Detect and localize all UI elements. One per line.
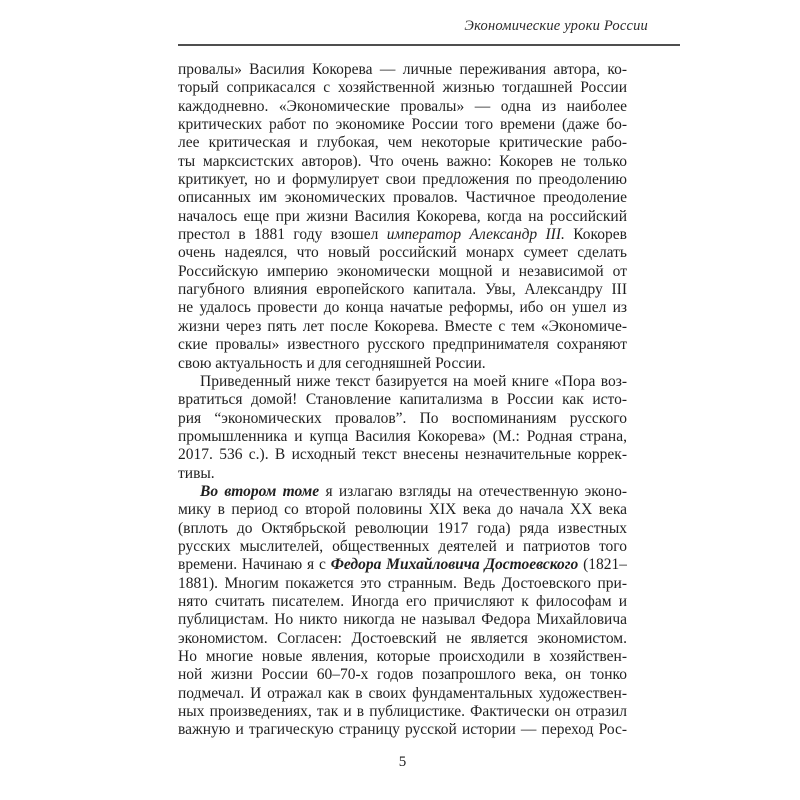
text-segment: ские провалы» известного русского предпринимателя сохраняют (178, 336, 627, 354)
text-line (178, 483, 627, 501)
emphasized-text-segment: император Александр III. (386, 226, 565, 244)
text-line (178, 465, 627, 483)
text-segment: важную и трагическую страницу русской истории — переход Рос- (178, 721, 627, 739)
text-line (178, 648, 627, 666)
text-segment: подмечал. И отражал как в своих фундаментальных художествен- (178, 684, 627, 702)
text-segment: 1881). Многим покажется это странным. Ведь Достоевского при- (178, 574, 627, 592)
text-line (178, 281, 627, 299)
text-line (178, 575, 627, 593)
text-line (178, 666, 627, 684)
text-segment: критических работ по экономике России того времени (даже бо- (178, 116, 627, 134)
text-segment: жизни через пять лет после Кокорева. Вместе с тем «Экономиче- (178, 317, 627, 335)
text-segment: вратиться домой! Становление капитализма в России как исто- (178, 391, 627, 409)
text-line (178, 189, 627, 207)
text-line (178, 538, 627, 556)
page-body (178, 61, 627, 740)
text-segment: свою актуальность и для сегодняшней России. (178, 354, 486, 372)
text-line (178, 263, 627, 281)
emphasized-text-segment: Федора Михайловича Достоевского (330, 556, 579, 574)
text-line (178, 410, 627, 428)
text-segment: Но многие новые явления, которые происходили в хозяйствен- (178, 648, 627, 665)
text-line (178, 703, 627, 721)
text-segment: Кокорев (564, 226, 627, 244)
page-number: 5 (398, 754, 407, 770)
text-line (178, 116, 627, 134)
text-line (178, 355, 627, 373)
text-segment: тивы. (178, 464, 215, 482)
text-segment: каждодневно. «Экономические провалы» — одна из наиболее (178, 97, 627, 115)
text-line (178, 208, 627, 226)
text-segment: публицистам. Но никто никогда не называл Федора Михайловича (178, 611, 627, 629)
text-segment: пагубного влияния европейского капитала. Увы, Александру III (178, 281, 627, 299)
text-line (178, 226, 627, 244)
text-segment: экономистом. Согласен: Достоевский не является экономистом. (178, 629, 627, 647)
text-segment: я излагаю взгляды на отечественную эконо- (319, 482, 627, 500)
text-segment: провалы» Василия Кокорева — личные переживания автора, ко- (178, 61, 627, 78)
text-segment: ты марксистских авторов). Что очень важно: Кокорев не только (178, 152, 627, 170)
text-line (178, 391, 627, 409)
text-line (178, 98, 627, 116)
text-segment: (1821– (578, 556, 627, 574)
text-segment: русских мыслителей, общественных деятелей и патриотов того (178, 537, 627, 555)
text-segment: 2017. 536 с.). В исходный текст внесены незначительные коррек- (178, 446, 627, 464)
text-segment: критикует, но и формулирует свои предложения по преодолению (178, 171, 627, 189)
text-line (178, 318, 627, 336)
text-segment: Российскую империю экономически мощной и независимой от (178, 262, 627, 280)
text-segment: торый соприкасался с хозяйственной жизнью тогдашней России (178, 79, 627, 97)
text-line (178, 171, 627, 189)
text-line (178, 373, 627, 391)
text-line (178, 134, 627, 152)
header-rule (178, 44, 680, 46)
text-segment: ных произведениях, так и в публицистике. Фактически он отразил (178, 703, 627, 721)
text-segment: описанных им экономических провалов. Частичное преодоление (178, 189, 627, 207)
running-header-title: Экономические уроки России (464, 18, 648, 34)
text-line (178, 336, 627, 354)
text-segment: началось еще при жизни Василия Кокорева, когда на российский (178, 207, 627, 225)
text-segment: очень надеялся, что новый российский монарх сумеет сделать (178, 244, 627, 262)
text-line (178, 153, 627, 171)
text-segment: времени. Начинаю я с (178, 556, 331, 574)
text-segment: мику в период со второй половины XIX века до начала XX века (178, 501, 627, 519)
running-header (178, 18, 680, 35)
text-line (178, 244, 627, 262)
text-line (178, 520, 627, 538)
text-segment: престол в 1881 году взошел (178, 226, 387, 244)
text-segment: промышленника и купца Василия Кокорева» (М.: Родная страна, (178, 427, 627, 445)
text-line (178, 721, 627, 739)
text-line (178, 428, 627, 446)
text-segment: лее критическая и глубокая, чем некоторые критические рабо- (178, 134, 627, 152)
text-line (178, 630, 627, 648)
text-segment: ной жизни России 60–70-х годов позапрошлого века, он тонко (178, 666, 627, 684)
text-line (178, 446, 627, 464)
text-segment: нято считать писателем. Иногда его причисляют к философам и (178, 592, 627, 610)
text-line (178, 611, 627, 629)
emphasized-text-segment: Во втором томе (200, 482, 320, 500)
text-line (178, 593, 627, 611)
text-segment: рия “экономических провалов”. По воспоминаниям русского (178, 409, 627, 427)
text-line (178, 501, 627, 519)
text-segment: (вплоть до Октябрьской революции 1917 года) ряда известных (178, 519, 627, 537)
text-line (178, 299, 627, 317)
text-segment: не удалось провести до конца начатые реформы, ибо он ушел из (178, 299, 627, 317)
text-segment: Приведенный ниже текст базируется на моей книге «Пора воз- (200, 372, 627, 390)
text-line (178, 556, 627, 574)
text-line (178, 685, 627, 703)
text-line (178, 61, 627, 79)
text-line (178, 79, 627, 97)
